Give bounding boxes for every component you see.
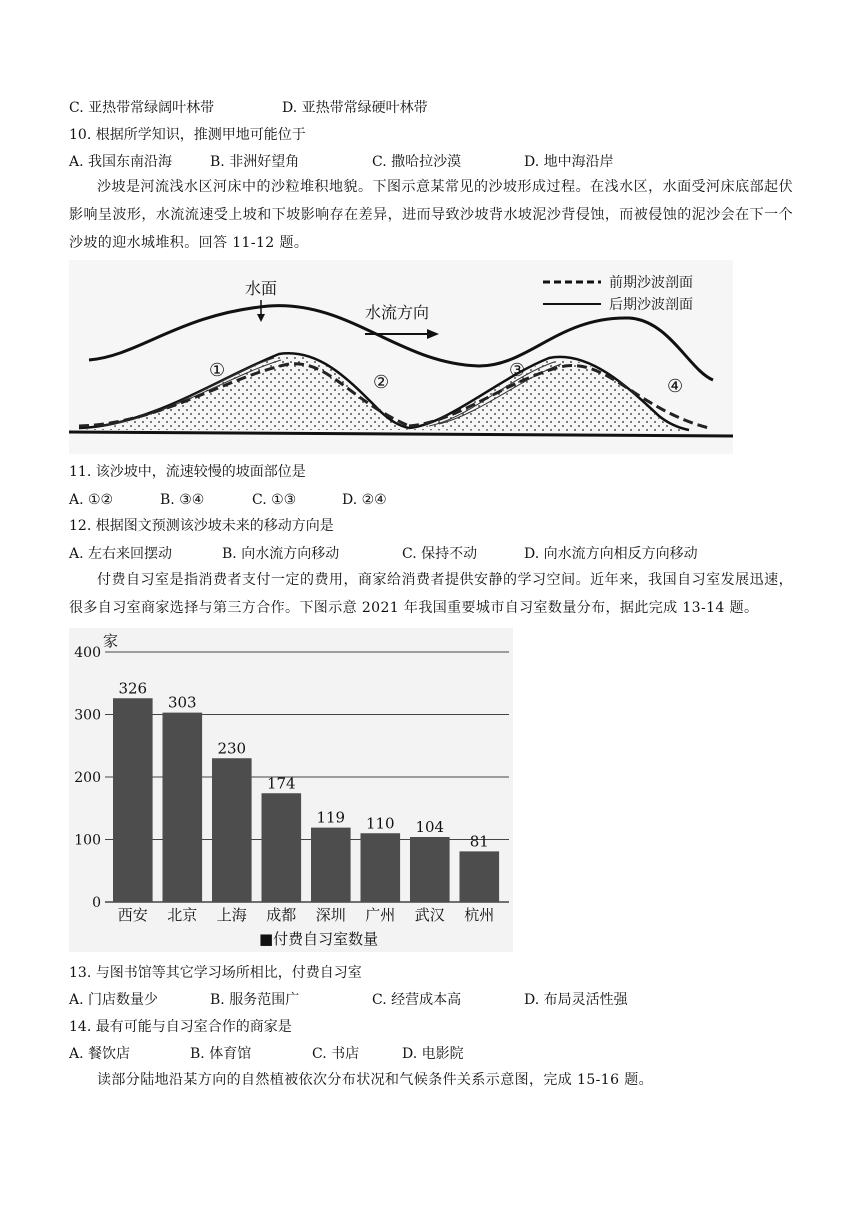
passage-sand-waves: 沙坡是河流浅水区河床中的沙粒堆积地貌。下图示意某常见的沙坡形成过程。在浅水区，水面受河床底部起伏影响呈波形，水流流速受上坡和下坡影响存在差异，进而导致沙坡背水坡泥沙背侵蚀，而被侵蚀的泥沙会在下一个沙坡的迎水城堆积。回答 11-12 题。 xyxy=(69,179,793,251)
bar xyxy=(212,758,252,902)
x-category-label: 深圳 xyxy=(315,906,346,924)
q11-option-a: A. ①② xyxy=(69,492,114,508)
x-category-label: 北京 xyxy=(167,906,198,924)
river-bed xyxy=(69,432,733,436)
q14-option-a: A. 餐饮店 xyxy=(69,1046,131,1062)
legend-early-label: 前期沙波剖面 xyxy=(609,275,693,291)
bar-value-label: 104 xyxy=(415,818,445,836)
q10-option-c: C. 撒哈拉沙漠 xyxy=(372,154,462,170)
q14-option-d: D. 电影院 xyxy=(402,1046,464,1062)
bar xyxy=(460,851,500,902)
passage-vegetation: 读部分陆地沿某方向的自然植被依次分布状况和气候条件关系示意图，完成 15-16 题。 xyxy=(97,1072,654,1088)
bar xyxy=(262,793,302,902)
water-surface-label: 水面 xyxy=(245,279,278,298)
q13-stem: 13. 与图书馆等其它学习场所相比，付费自习室 xyxy=(69,965,362,981)
q14-stem: 14. 最有可能与自习室合作的商家是 xyxy=(69,1019,292,1035)
y-tick-label: 100 xyxy=(74,832,101,849)
bar xyxy=(113,698,153,902)
q10-stem: 10. 根据所学知识，推测甲地可能位于 xyxy=(69,127,306,143)
y-tick-label: 400 xyxy=(74,645,101,661)
q13-option-d: D. 布局灵活性强 xyxy=(524,992,628,1008)
bar-value-label: 119 xyxy=(316,808,346,827)
x-category-label: 西安 xyxy=(117,906,148,924)
sand-wave-diagram xyxy=(69,260,733,454)
x-category-label: 成都 xyxy=(266,906,297,924)
q9-option-d: D. 亚热带常绿硬叶林带 xyxy=(282,100,428,116)
bar xyxy=(163,713,203,902)
q10-option-b: B. 非洲好望角 xyxy=(210,154,300,170)
marker-1: ① xyxy=(209,360,226,381)
legend-late-label: 后期沙波剖面 xyxy=(609,297,693,313)
q14-option-b: B. 体育馆 xyxy=(190,1046,252,1062)
bar-value-label: 110 xyxy=(365,814,395,833)
bar-value-label: 81 xyxy=(469,832,489,851)
marker-3: ③ xyxy=(509,360,526,381)
chart-y-unit: 家 xyxy=(103,632,119,650)
y-tick-label: 300 xyxy=(74,707,101,724)
bar xyxy=(361,833,401,902)
bar xyxy=(410,837,450,902)
flow-direction-label: 水流方向 xyxy=(365,303,430,322)
q13-option-c: C. 经营成本高 xyxy=(372,992,462,1008)
bar-value-label: 326 xyxy=(118,679,148,698)
q12-option-b: B. 向水流方向移动 xyxy=(222,546,340,562)
q12-option-a: A. 左右来回摆动 xyxy=(69,546,173,562)
q12-option-c: C. 保持不动 xyxy=(402,546,478,562)
x-category-label: 杭州 xyxy=(464,906,495,924)
chart-legend: ■付费自习室数量 xyxy=(259,930,379,948)
bar-value-label: 303 xyxy=(167,693,197,712)
x-category-label: 广州 xyxy=(365,906,396,924)
x-category-label: 武汉 xyxy=(414,906,445,924)
q11-option-d: D. ②④ xyxy=(342,492,387,508)
bar xyxy=(311,828,351,902)
marker-4: ④ xyxy=(667,376,684,397)
q11-option-b: B. ③④ xyxy=(160,492,205,508)
x-category-label: 上海 xyxy=(216,906,247,924)
q13-option-b: B. 服务范围广 xyxy=(210,992,300,1008)
q13-option-a: A. 门店数量少 xyxy=(69,992,159,1008)
q10-option-a: A. 我国东南沿海 xyxy=(69,154,173,170)
bar-value-label: 230 xyxy=(217,739,247,758)
q9-option-c: C. 亚热带常绿阔叶林带 xyxy=(69,100,215,116)
q11-option-c: C. ①③ xyxy=(252,492,297,508)
y-tick-label: 0 xyxy=(92,895,101,911)
q11-stem: 11. 该沙坡中，流速较慢的坡面部位是 xyxy=(69,464,306,480)
passage-study-rooms: 付费自习室是指消费者支付一定的费用，商家给消费者提供安静的学习空间。近年来，我国自习室发展迅速，很多自习室商家选择与第三方合作。下图示意 2021 年我国重要城市自习室数量分布，据此完成 13-14 题。 xyxy=(69,572,793,616)
y-tick-label: 200 xyxy=(74,770,101,786)
q12-option-d: D. 向水流方向相反方向移动 xyxy=(524,546,698,562)
q12-stem: 12. 根据图文预测该沙坡未来的移动方向是 xyxy=(69,518,334,534)
q14-option-c: C. 书店 xyxy=(312,1046,360,1062)
chart-bars xyxy=(113,698,499,902)
study-room-bar-chart xyxy=(69,628,513,952)
q10-option-d: D. 地中海沿岸 xyxy=(524,154,614,170)
marker-2: ② xyxy=(373,372,390,393)
bar-value-label: 174 xyxy=(266,774,296,793)
